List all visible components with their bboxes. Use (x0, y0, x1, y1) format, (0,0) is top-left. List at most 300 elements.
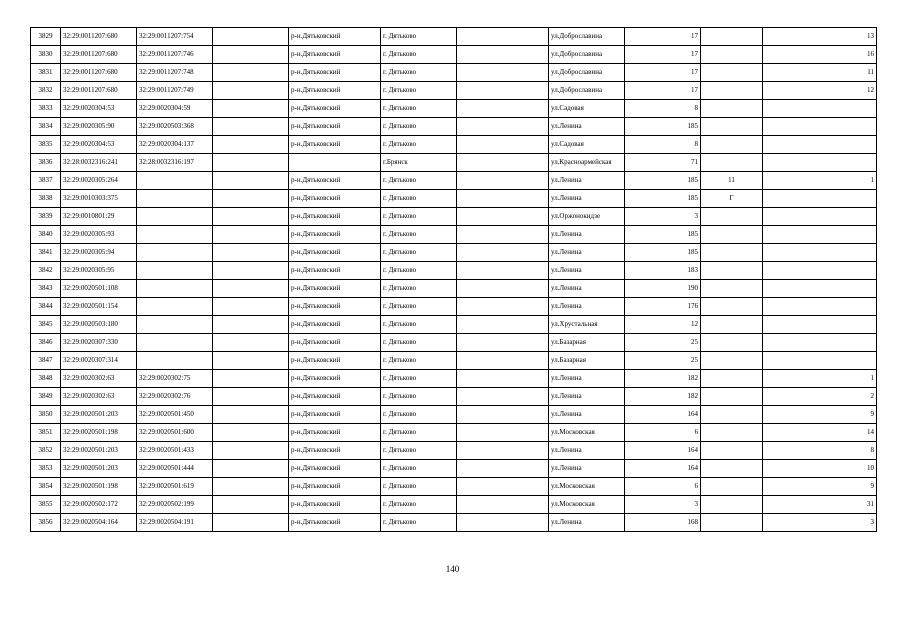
cadastral-number-2-cell: 32:29:0020302:75 (137, 370, 213, 388)
cadastral-number-2-cell (137, 352, 213, 370)
district-cell: р-н.Дятьковский (289, 514, 381, 532)
empty-cell (213, 136, 289, 154)
empty-cell (213, 118, 289, 136)
street-cell: ул.Садовая (549, 100, 625, 118)
empty-cell (457, 46, 549, 64)
district-cell: р-н.Дятьковский (289, 82, 381, 100)
cadastral-number-2-cell: 32:29:0011207:749 (137, 82, 213, 100)
city-cell: г. Дятьково (381, 514, 457, 532)
empty-cell (457, 28, 549, 46)
empty-cell (457, 154, 549, 172)
row-number-cell: 3851 (31, 424, 61, 442)
cadastral-number-2-cell: 32:29:0020304:137 (137, 136, 213, 154)
apartment-cell (763, 298, 877, 316)
house-number-cell: 182 (625, 370, 701, 388)
street-cell: ул.Доброславина (549, 82, 625, 100)
table-row (31, 442, 877, 460)
row-number-cell: 3856 (31, 514, 61, 532)
cadastral-number-2-cell (137, 172, 213, 190)
house-number-cell: 168 (625, 514, 701, 532)
city-cell: г. Дятьково (381, 352, 457, 370)
cadastral-number-cell: 32:29:0020501:203 (61, 460, 137, 478)
cadastral-number-2-cell (137, 316, 213, 334)
street-cell: ул.Ленина (549, 118, 625, 136)
empty-cell (213, 406, 289, 424)
city-cell: г. Дятьково (381, 190, 457, 208)
building-cell (701, 424, 763, 442)
street-cell: ул.Оржонокидзе (549, 208, 625, 226)
row-number-cell: 3829 (31, 28, 61, 46)
building-cell: Г (701, 190, 763, 208)
row-number-cell: 3835 (31, 136, 61, 154)
house-number-cell: 8 (625, 136, 701, 154)
apartment-cell (763, 244, 877, 262)
cadastral-number-cell: 32:29:0020503:180 (61, 316, 137, 334)
street-cell: ул.Ленина (549, 262, 625, 280)
row-number-cell: 3832 (31, 82, 61, 100)
district-cell: р-н.Дятьковский (289, 118, 381, 136)
house-number-cell: 185 (625, 244, 701, 262)
district-cell: р-н.Дятьковский (289, 262, 381, 280)
table-row (31, 226, 877, 244)
house-number-cell: 164 (625, 460, 701, 478)
empty-cell (213, 496, 289, 514)
city-cell: г. Дятьково (381, 298, 457, 316)
apartment-cell (763, 136, 877, 154)
apartment-cell (763, 154, 877, 172)
house-number-cell: 12 (625, 316, 701, 334)
cadastral-number-cell: 32:29:0020302:63 (61, 388, 137, 406)
empty-cell (213, 298, 289, 316)
empty-cell (213, 370, 289, 388)
building-cell (701, 100, 763, 118)
street-cell: ул.Ленина (549, 298, 625, 316)
street-cell: ул.Ленина (549, 370, 625, 388)
table-row (31, 460, 877, 478)
cadastral-number-cell: 32:29:0020501:203 (61, 442, 137, 460)
table-row (31, 262, 877, 280)
empty-cell (457, 388, 549, 406)
city-cell: г. Дятьково (381, 388, 457, 406)
building-cell (701, 136, 763, 154)
city-cell: г. Дятьково (381, 244, 457, 262)
cadastral-number-cell: 32:29:0010801:29 (61, 208, 137, 226)
row-number-cell: 3834 (31, 118, 61, 136)
cadastral-number-cell: 32:29:0011207:680 (61, 28, 137, 46)
district-cell: р-н.Дятьковский (289, 298, 381, 316)
apartment-cell: 1 (763, 172, 877, 190)
empty-cell (213, 64, 289, 82)
empty-cell (457, 478, 549, 496)
cadastral-number-2-cell: 32:29:0020501:600 (137, 424, 213, 442)
empty-cell (213, 244, 289, 262)
city-cell: г. Дятьково (381, 136, 457, 154)
apartment-cell: 13 (763, 28, 877, 46)
city-cell: г. Дятьково (381, 82, 457, 100)
street-cell: ул.Доброславина (549, 46, 625, 64)
cadastral-number-2-cell (137, 226, 213, 244)
apartment-cell (763, 334, 877, 352)
house-number-cell: 185 (625, 226, 701, 244)
street-cell: ул.Доброславина (549, 64, 625, 82)
city-cell: г. Дятьково (381, 370, 457, 388)
row-number-cell: 3841 (31, 244, 61, 262)
cadastral-number-2-cell (137, 262, 213, 280)
district-cell: р-н.Дятьковский (289, 244, 381, 262)
apartment-cell (763, 190, 877, 208)
house-number-cell: 17 (625, 82, 701, 100)
district-cell: р-н.Дятьковский (289, 64, 381, 82)
empty-cell (457, 64, 549, 82)
street-cell: ул.Московская (549, 424, 625, 442)
empty-cell (457, 244, 549, 262)
house-number-cell: 164 (625, 442, 701, 460)
empty-cell (213, 154, 289, 172)
empty-cell (457, 514, 549, 532)
building-cell (701, 388, 763, 406)
apartment-cell: 8 (763, 442, 877, 460)
cadastral-number-cell: 32:29:0020305:264 (61, 172, 137, 190)
row-number-cell: 3854 (31, 478, 61, 496)
street-cell: ул.Московская (549, 496, 625, 514)
cadastral-number-2-cell (137, 280, 213, 298)
property-register-table (30, 27, 877, 532)
cadastral-number-2-cell (137, 334, 213, 352)
table-row (31, 316, 877, 334)
house-number-cell: 71 (625, 154, 701, 172)
street-cell: ул.Московская (549, 478, 625, 496)
apartment-cell: 14 (763, 424, 877, 442)
cadastral-number-2-cell: 32:29:0020501:450 (137, 406, 213, 424)
house-number-cell: 182 (625, 388, 701, 406)
district-cell: р-н.Дятьковский (289, 388, 381, 406)
apartment-cell: 12 (763, 82, 877, 100)
empty-cell (213, 352, 289, 370)
street-cell: ул.Ленина (549, 388, 625, 406)
row-number-cell: 3848 (31, 370, 61, 388)
apartment-cell (763, 280, 877, 298)
table-row (31, 136, 877, 154)
district-cell: р-н.Дятьковский (289, 46, 381, 64)
cadastral-number-2-cell (137, 190, 213, 208)
building-cell: 11 (701, 172, 763, 190)
table-row (31, 154, 877, 172)
district-cell: р-н.Дятьковский (289, 370, 381, 388)
row-number-cell: 3840 (31, 226, 61, 244)
empty-cell (457, 208, 549, 226)
cadastral-number-2-cell (137, 208, 213, 226)
cadastral-number-2-cell: 32:29:0020503:368 (137, 118, 213, 136)
empty-cell (213, 334, 289, 352)
table-row (31, 190, 877, 208)
row-number-cell: 3843 (31, 280, 61, 298)
empty-cell (213, 460, 289, 478)
district-cell: р-н.Дятьковский (289, 424, 381, 442)
apartment-cell: 16 (763, 46, 877, 64)
empty-cell (457, 82, 549, 100)
apartment-cell: 9 (763, 406, 877, 424)
district-cell: р-н.Дятьковский (289, 460, 381, 478)
city-cell: г. Дятьково (381, 64, 457, 82)
city-cell: г. Дятьково (381, 442, 457, 460)
house-number-cell: 164 (625, 406, 701, 424)
city-cell: г. Дятьково (381, 424, 457, 442)
district-cell: р-н.Дятьковский (289, 172, 381, 190)
cadastral-number-2-cell: 32:29:0020501:433 (137, 442, 213, 460)
city-cell: г. Дятьково (381, 460, 457, 478)
empty-cell (457, 172, 549, 190)
apartment-cell (763, 208, 877, 226)
empty-cell (213, 28, 289, 46)
empty-cell (213, 478, 289, 496)
building-cell (701, 460, 763, 478)
empty-cell (457, 280, 549, 298)
table-row (31, 28, 877, 46)
city-cell: г. Дятьково (381, 46, 457, 64)
district-cell: р-н.Дятьковский (289, 316, 381, 334)
building-cell (701, 442, 763, 460)
building-cell (701, 316, 763, 334)
table-row (31, 100, 877, 118)
house-number-cell: 17 (625, 28, 701, 46)
street-cell: ул.Хрустальная (549, 316, 625, 334)
house-number-cell: 185 (625, 190, 701, 208)
row-number-cell: 3833 (31, 100, 61, 118)
row-number-cell: 3842 (31, 262, 61, 280)
street-cell: ул.Базарная (549, 352, 625, 370)
apartment-cell (763, 118, 877, 136)
apartment-cell: 9 (763, 478, 877, 496)
empty-cell (457, 226, 549, 244)
house-number-cell: 190 (625, 280, 701, 298)
table-row (31, 370, 877, 388)
building-cell (701, 298, 763, 316)
house-number-cell: 25 (625, 352, 701, 370)
district-cell (289, 154, 381, 172)
street-cell: ул.Ленина (549, 226, 625, 244)
row-number-cell: 3845 (31, 316, 61, 334)
district-cell: р-н.Дятьковский (289, 190, 381, 208)
row-number-cell: 3847 (31, 352, 61, 370)
street-cell: ул.Ленина (549, 442, 625, 460)
street-cell: ул.Ленина (549, 514, 625, 532)
empty-cell (213, 442, 289, 460)
district-cell: р-н.Дятьковский (289, 352, 381, 370)
empty-cell (457, 100, 549, 118)
cadastral-number-cell: 32:29:0020307:330 (61, 334, 137, 352)
row-number-cell: 3849 (31, 388, 61, 406)
house-number-cell: 6 (625, 478, 701, 496)
table-row (31, 46, 877, 64)
empty-cell (457, 442, 549, 460)
row-number-cell: 3839 (31, 208, 61, 226)
table-row (31, 424, 877, 442)
row-number-cell: 3831 (31, 64, 61, 82)
street-cell: ул.Ленина (549, 190, 625, 208)
empty-cell (457, 460, 549, 478)
apartment-cell (763, 352, 877, 370)
street-cell: ул.Садовая (549, 136, 625, 154)
building-cell (701, 406, 763, 424)
empty-cell (213, 424, 289, 442)
apartment-cell: 10 (763, 460, 877, 478)
city-cell: г. Дятьково (381, 28, 457, 46)
empty-cell (457, 406, 549, 424)
street-cell: ул.Ленина (549, 244, 625, 262)
city-cell: г. Дятьково (381, 280, 457, 298)
city-cell: г. Дятьково (381, 334, 457, 352)
cadastral-number-2-cell: 32:29:0020501:619 (137, 478, 213, 496)
cadastral-number-cell: 32:29:0020504:164 (61, 514, 137, 532)
building-cell (701, 64, 763, 82)
district-cell: р-н.Дятьковский (289, 28, 381, 46)
cadastral-number-cell: 32:29:0020501:108 (61, 280, 137, 298)
building-cell (701, 244, 763, 262)
cadastral-number-2-cell: 32:29:0011207:754 (137, 28, 213, 46)
apartment-cell: 11 (763, 64, 877, 82)
district-cell: р-н.Дятьковский (289, 406, 381, 424)
empty-cell (457, 262, 549, 280)
street-cell: ул.Базарная (549, 334, 625, 352)
cadastral-number-cell: 32:29:0020307:314 (61, 352, 137, 370)
empty-cell (457, 190, 549, 208)
empty-cell (213, 190, 289, 208)
apartment-cell: 2 (763, 388, 877, 406)
cadastral-number-cell: 32:29:0020305:94 (61, 244, 137, 262)
district-cell: р-н.Дятьковский (289, 496, 381, 514)
empty-cell (213, 208, 289, 226)
cadastral-number-cell: 32:29:0020501:154 (61, 298, 137, 316)
empty-cell (213, 100, 289, 118)
cadastral-number-cell: 32:29:0020302:63 (61, 370, 137, 388)
cadastral-number-cell: 32:29:0011207:680 (61, 64, 137, 82)
empty-cell (457, 298, 549, 316)
building-cell (701, 262, 763, 280)
building-cell (701, 514, 763, 532)
row-number-cell: 3855 (31, 496, 61, 514)
empty-cell (213, 82, 289, 100)
house-number-cell: 17 (625, 46, 701, 64)
empty-cell (213, 226, 289, 244)
empty-cell (457, 316, 549, 334)
cadastral-number-2-cell: 32:29:0020304:59 (137, 100, 213, 118)
cadastral-number-2-cell: 32:29:0020502:199 (137, 496, 213, 514)
district-cell: р-н.Дятьковский (289, 280, 381, 298)
street-cell: ул.Ленина (549, 172, 625, 190)
table-row (31, 82, 877, 100)
cadastral-number-cell: 32:29:0020305:93 (61, 226, 137, 244)
row-number-cell: 3830 (31, 46, 61, 64)
city-cell: г. Дятьково (381, 118, 457, 136)
house-number-cell: 3 (625, 208, 701, 226)
table-row (31, 118, 877, 136)
table-row (31, 208, 877, 226)
empty-cell (213, 316, 289, 334)
cadastral-number-cell: 32:29:0020304:53 (61, 136, 137, 154)
building-cell (701, 334, 763, 352)
city-cell: г. Дятьково (381, 406, 457, 424)
cadastral-number-cell: 32:29:0020304:53 (61, 100, 137, 118)
row-number-cell: 3837 (31, 172, 61, 190)
table-row (31, 478, 877, 496)
cadastral-number-cell: 32:29:0020305:90 (61, 118, 137, 136)
city-cell: г. Дятьково (381, 226, 457, 244)
district-cell: р-н.Дятьковский (289, 136, 381, 154)
city-cell: г. Дятьково (381, 478, 457, 496)
table-row (31, 352, 877, 370)
empty-cell (457, 352, 549, 370)
table-row (31, 388, 877, 406)
cadastral-number-cell: 32:29:0020305:95 (61, 262, 137, 280)
cadastral-number-cell: 32:29:0020501:198 (61, 478, 137, 496)
apartment-cell: 31 (763, 496, 877, 514)
table-row (31, 298, 877, 316)
table-row (31, 172, 877, 190)
cadastral-number-2-cell (137, 298, 213, 316)
house-number-cell: 25 (625, 334, 701, 352)
building-cell (701, 226, 763, 244)
building-cell (701, 46, 763, 64)
house-number-cell: 3 (625, 496, 701, 514)
district-cell: р-н.Дятьковский (289, 478, 381, 496)
district-cell: р-н.Дятьковский (289, 208, 381, 226)
district-cell: р-н.Дятьковский (289, 226, 381, 244)
empty-cell (457, 136, 549, 154)
row-number-cell: 3853 (31, 460, 61, 478)
empty-cell (457, 424, 549, 442)
house-number-cell: 185 (625, 172, 701, 190)
street-cell: ул.Красноармейская (549, 154, 625, 172)
house-number-cell: 176 (625, 298, 701, 316)
cadastral-number-2-cell (137, 244, 213, 262)
table-row (31, 244, 877, 262)
empty-cell (213, 172, 289, 190)
empty-cell (213, 514, 289, 532)
empty-cell (213, 388, 289, 406)
building-cell (701, 352, 763, 370)
cadastral-number-cell: 32:29:0020501:203 (61, 406, 137, 424)
house-number-cell: 6 (625, 424, 701, 442)
table-row (31, 496, 877, 514)
empty-cell (213, 280, 289, 298)
cadastral-number-cell: 32:28:0032316:241 (61, 154, 137, 172)
cadastral-number-cell: 32:29:0011207:680 (61, 82, 137, 100)
house-number-cell: 183 (625, 262, 701, 280)
cadastral-number-cell: 32:29:0010303:375 (61, 190, 137, 208)
apartment-cell (763, 262, 877, 280)
table-row (31, 514, 877, 532)
city-cell: г. Дятьково (381, 172, 457, 190)
table-body (31, 28, 877, 532)
row-number-cell: 3838 (31, 190, 61, 208)
building-cell (701, 208, 763, 226)
cadastral-number-2-cell: 32:28:0032316:197 (137, 154, 213, 172)
empty-cell (457, 496, 549, 514)
cadastral-number-2-cell: 32:29:0020501:444 (137, 460, 213, 478)
cadastral-number-2-cell: 32:29:0020302:76 (137, 388, 213, 406)
cadastral-number-2-cell: 32:29:0011207:746 (137, 46, 213, 64)
house-number-cell: 8 (625, 100, 701, 118)
building-cell (701, 118, 763, 136)
row-number-cell: 3844 (31, 298, 61, 316)
building-cell (701, 28, 763, 46)
street-cell: ул.Ленина (549, 280, 625, 298)
street-cell: ул.Ленина (549, 406, 625, 424)
apartment-cell: 1 (763, 370, 877, 388)
city-cell: г. Дятьково (381, 496, 457, 514)
building-cell (701, 370, 763, 388)
building-cell (701, 496, 763, 514)
